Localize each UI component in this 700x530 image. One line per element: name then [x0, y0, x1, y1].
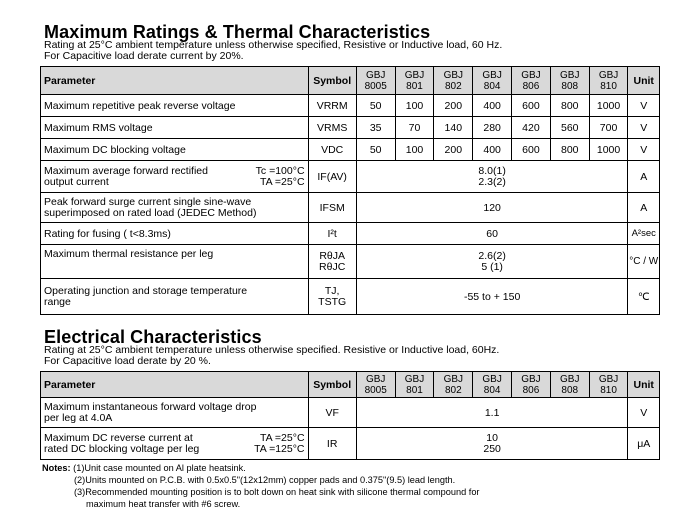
value-cell: 60 — [356, 223, 628, 245]
symbol: IF(AV) — [308, 161, 356, 193]
value-cell: 200 — [434, 95, 473, 117]
notes-block — [42, 462, 479, 510]
condition-text: TA =25°C TA =125°C — [254, 431, 305, 455]
row-vdc — [41, 139, 660, 161]
header-symbol: Symbol — [308, 67, 356, 95]
value-cell: 70 — [395, 117, 434, 139]
row-rth — [41, 245, 660, 279]
elec-header-row — [41, 372, 660, 398]
header-part-810: GBJ 810 — [589, 372, 628, 398]
symbol: TJ, TSTG — [308, 279, 356, 315]
symbol: RθJA RθJC — [308, 245, 356, 279]
value-cell: 700 — [589, 117, 628, 139]
note-3-continued: maximum heat transfer with #6 screw. — [86, 499, 241, 509]
max-ratings-table — [40, 66, 660, 315]
row-i2t — [41, 223, 660, 245]
unit: μA — [628, 428, 660, 460]
header-part-806: GBJ 806 — [512, 372, 551, 398]
header-part-806: GBJ 806 — [512, 67, 551, 95]
value-cell: 600 — [512, 95, 551, 117]
value-cell: 800 — [550, 139, 589, 161]
header-part-808: GBJ 808 — [550, 372, 589, 398]
electrical-subtitle-2: For Capacitive load derate by 20 %. — [44, 355, 211, 367]
max-ratings-subtitle-1: Rating at 25°C ambient temperature unless otherwise specified, Resistive or Inductive load, 60 Hz. — [44, 39, 503, 51]
header-part-802: GBJ 802 — [434, 372, 473, 398]
electrical-table — [40, 371, 660, 460]
max-ratings-title: Maximum Ratings & Thermal Characteristics — [44, 22, 431, 42]
max-ratings-subtitle-2: For Capacitive load derate current by 20%. — [44, 50, 244, 62]
header-part-810: GBJ 810 — [589, 67, 628, 95]
unit: A — [628, 193, 660, 223]
value-cell: 35 — [356, 117, 395, 139]
symbol: VRMS — [308, 117, 356, 139]
symbol: IFSM — [308, 193, 356, 223]
value-cell: 2.6(2) 5 (1) — [356, 245, 628, 279]
param-label: Maximum thermal resistance per leg — [41, 245, 309, 279]
header-part-802: GBJ 802 — [434, 67, 473, 95]
row-ifav — [41, 161, 660, 193]
param-label: Tc =100°C TA =25°C Maximum average forward rectified output current — [41, 161, 309, 193]
value-cell: 800 — [550, 95, 589, 117]
header-part-804: GBJ 804 — [473, 372, 512, 398]
value-cell: 400 — [473, 95, 512, 117]
value-cell: 120 — [356, 193, 628, 223]
param-label: Maximum RMS voltage — [41, 117, 309, 139]
notes-label: Notes: — [42, 463, 71, 473]
header-parameter: Parameter — [41, 67, 309, 95]
header-unit: Unit — [628, 372, 660, 398]
param-label: TA =25°C TA =125°C Maximum DC reverse current at rated DC blocking voltage per leg — [41, 428, 309, 460]
header-part-8005: GBJ 8005 — [356, 372, 395, 398]
header-part-801: GBJ 801 — [395, 67, 434, 95]
unit: ℃ — [628, 279, 660, 315]
value-cell: 50 — [356, 139, 395, 161]
value-cell: 400 — [473, 139, 512, 161]
param-label: Maximum repetitive peak reverse voltage — [41, 95, 309, 117]
header-part-8005: GBJ 8005 — [356, 67, 395, 95]
unit: A²sec — [628, 223, 660, 245]
value-cell: 1000 — [589, 95, 628, 117]
symbol: VF — [308, 398, 356, 428]
row-vrrm — [41, 95, 660, 117]
header-part-801: GBJ 801 — [395, 372, 434, 398]
note-2: (2)Units mounted on P.C.B. with 0.5x0.5"(12x12mm) copper pads and 0.375"(9.5) lead length. — [74, 475, 456, 485]
value-cell: 50 — [356, 95, 395, 117]
value-cell: 560 — [550, 117, 589, 139]
param-label: Maximum DC blocking voltage — [41, 139, 309, 161]
value-cell: -55 to + 150 — [356, 279, 628, 315]
note-3: (3)Recommended mounting position is to bolt down on heat sink with silicone thermal compound for — [74, 487, 480, 497]
value-cell: 100 — [395, 95, 434, 117]
header-part-808: GBJ 808 — [550, 67, 589, 95]
note-1: (1)Unit case mounted on Al plate heatsink. — [73, 463, 246, 473]
param-label: Maximum instantaneous forward voltage drop per leg at 4.0A — [41, 398, 309, 428]
unit: °C / W — [628, 245, 660, 279]
header-symbol: Symbol — [308, 372, 356, 398]
value-cell: 420 — [512, 117, 551, 139]
value-cell: 10 250 — [356, 428, 628, 460]
value-cell: 1000 — [589, 139, 628, 161]
condition-text: Tc =100°C TA =25°C — [255, 164, 305, 188]
header-unit: Unit — [628, 67, 660, 95]
row-ifsm — [41, 193, 660, 223]
unit: V — [628, 398, 660, 428]
row-ir — [41, 428, 660, 460]
symbol: IR — [308, 428, 356, 460]
value-cell: 280 — [473, 117, 512, 139]
value-cell: 8.0(1) 2.3(2) — [356, 161, 628, 193]
symbol: I²t — [308, 223, 356, 245]
row-vrms — [41, 117, 660, 139]
header-parameter: Parameter — [41, 372, 309, 398]
value-cell: 1.1 — [356, 398, 628, 428]
row-tj — [41, 279, 660, 315]
value-cell: 200 — [434, 139, 473, 161]
header-part-804: GBJ 804 — [473, 67, 512, 95]
param-label: Peak forward surge current single sine-wave superimposed on rated load (JEDEC Method) — [41, 193, 309, 223]
param-label: Rating for fusing ( t<8.3ms) — [41, 223, 309, 245]
unit: V — [628, 117, 660, 139]
max-header-row — [41, 67, 660, 95]
param-label: Operating junction and storage temperature range — [41, 279, 309, 315]
symbol: VDC — [308, 139, 356, 161]
row-vf — [41, 398, 660, 428]
unit: A — [628, 161, 660, 193]
unit: V — [628, 139, 660, 161]
electrical-title: Electrical Characteristics — [44, 327, 262, 347]
value-cell: 600 — [512, 139, 551, 161]
value-cell: 100 — [395, 139, 434, 161]
unit: V — [628, 95, 660, 117]
electrical-subtitle-1: Rating at 25°C ambient temperature unless otherwise specified. Resistive or Inductive load, 60Hz. — [44, 344, 500, 356]
symbol: VRRM — [308, 95, 356, 117]
value-cell: 140 — [434, 117, 473, 139]
